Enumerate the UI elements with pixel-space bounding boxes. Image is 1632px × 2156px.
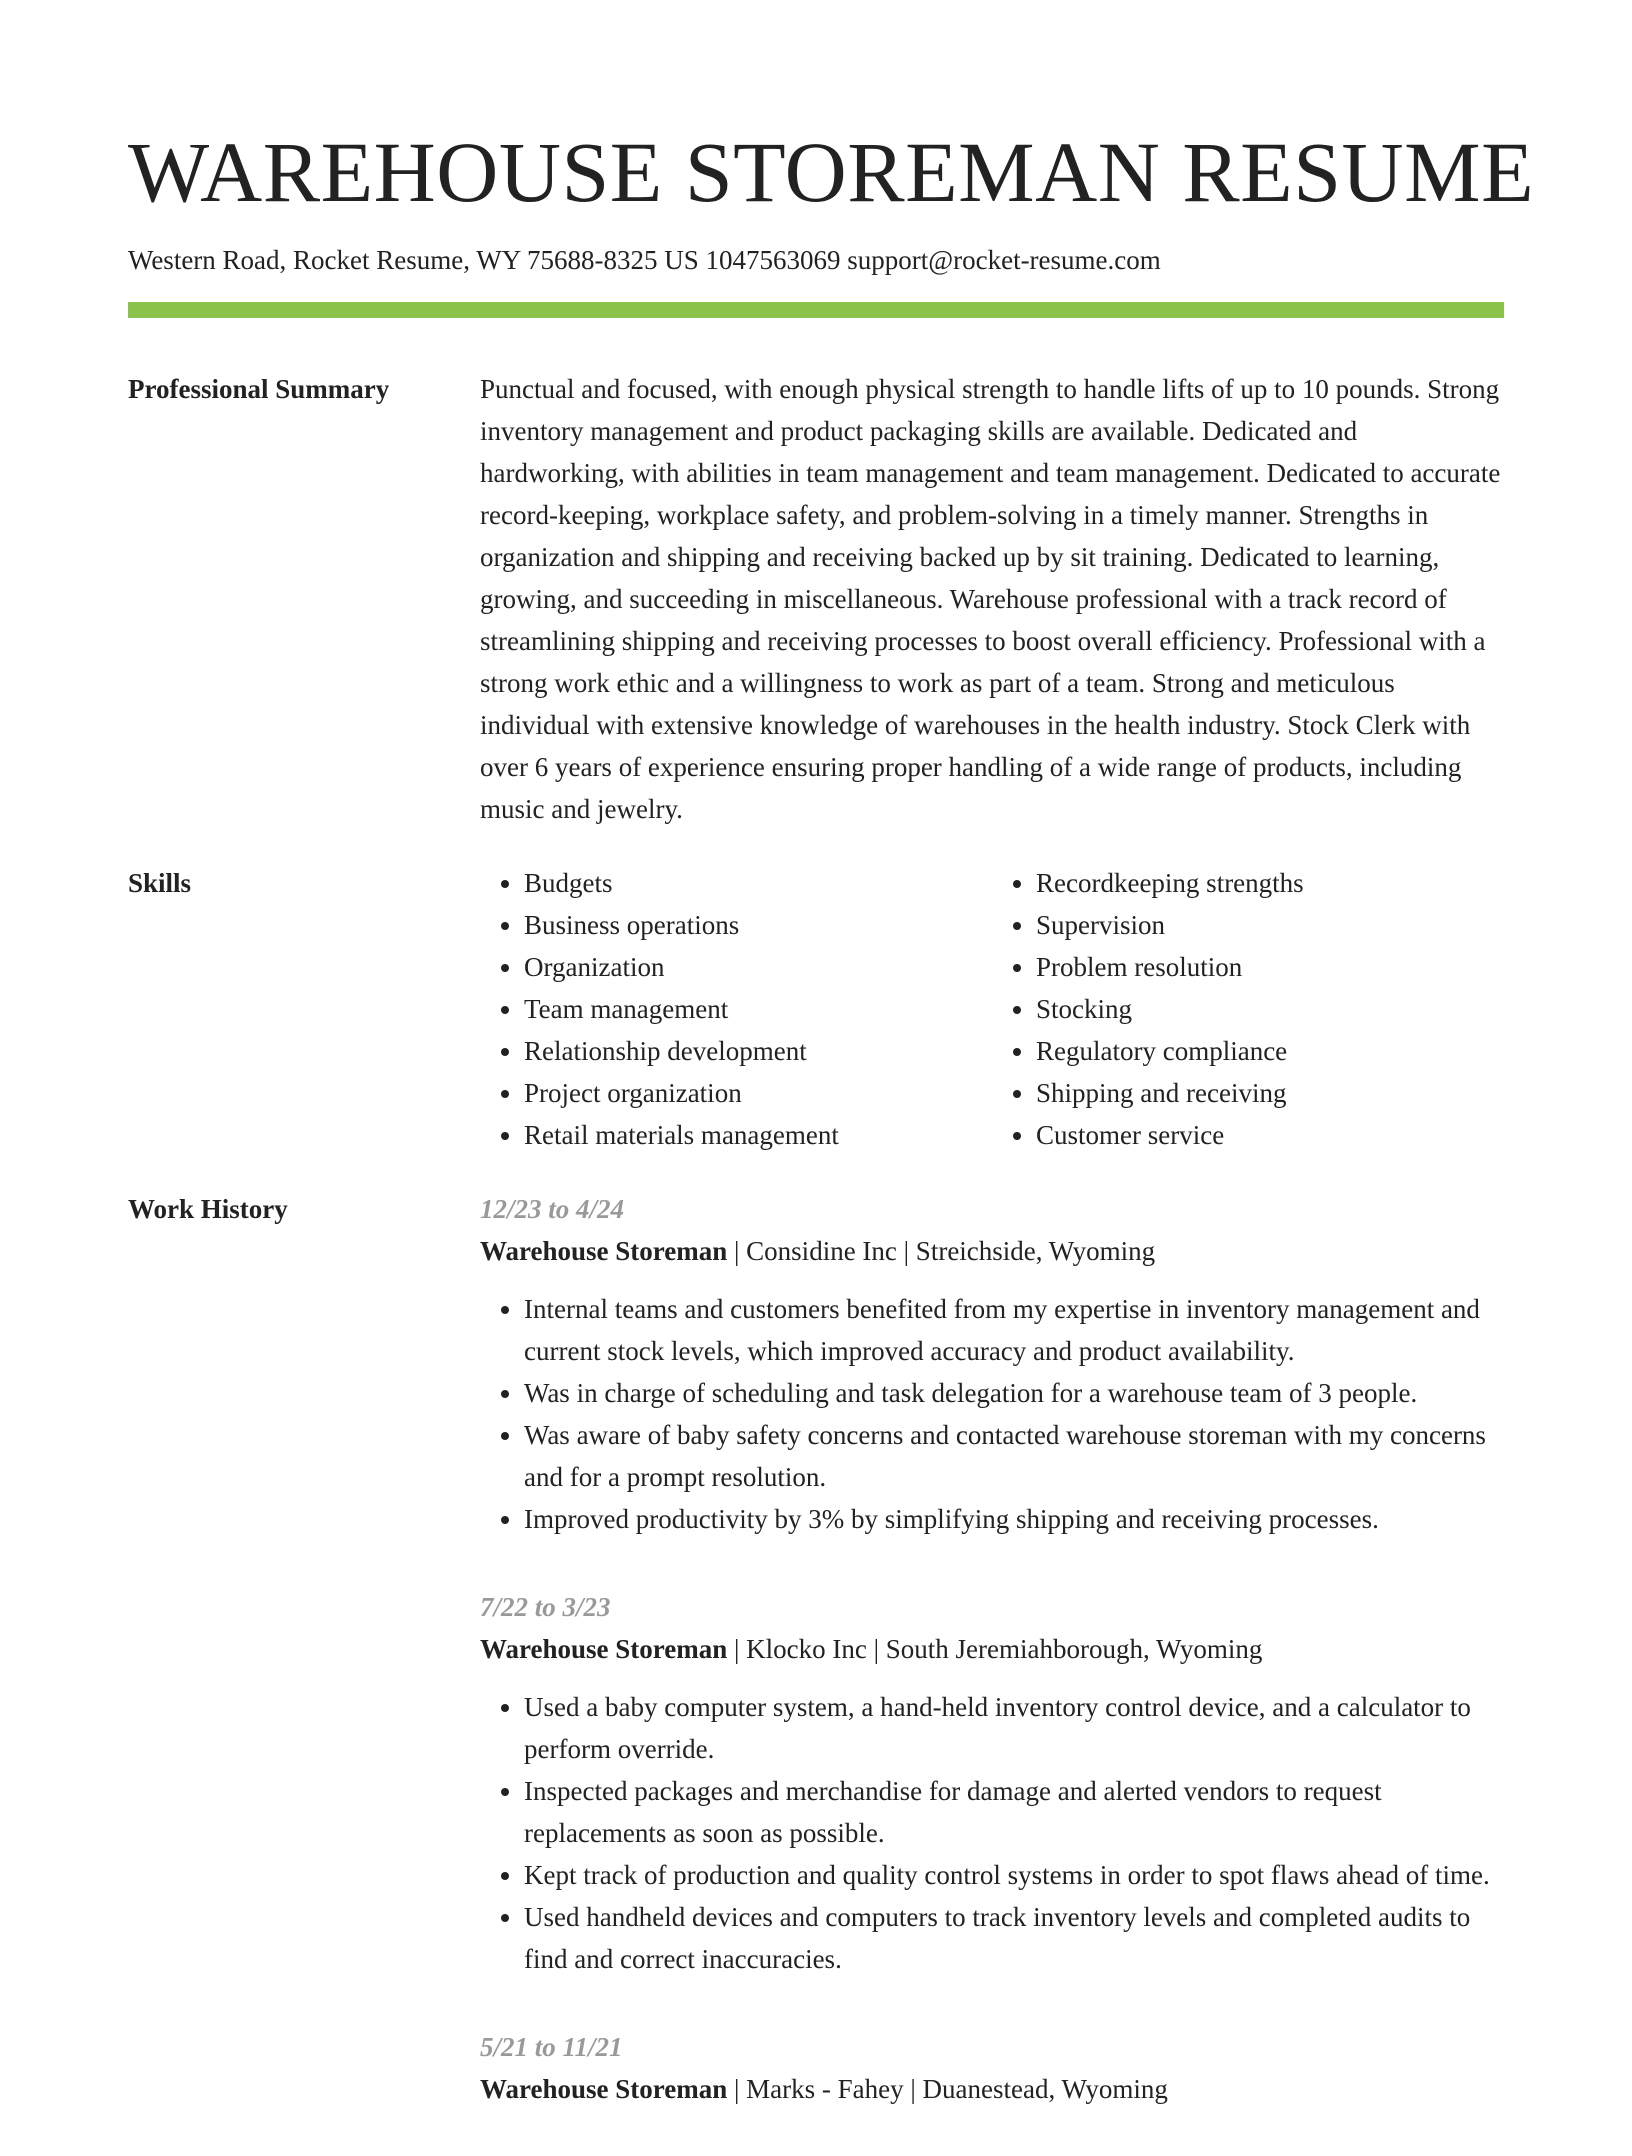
section-label-skills: Skills bbox=[128, 868, 192, 898]
skills-list-right bbox=[992, 862, 1504, 1156]
skills-list-left bbox=[480, 862, 992, 1156]
job-bullet: • Kept track of production and quality control systems in order to spot flaws ahead of time. bbox=[524, 1854, 1504, 1896]
skill-item: • Shipping and receiving bbox=[1036, 1072, 1504, 1114]
work-history-section bbox=[128, 1188, 1504, 2156]
skill-item: • Project organization bbox=[524, 1072, 992, 1114]
job-bullet: • Inspected packages and merchandise for damage and alerted vendors to request replacements as soon as possible. bbox=[524, 1770, 1504, 1854]
job-dates: 5/21 to 11/21 bbox=[480, 2032, 623, 2062]
job-entry bbox=[480, 1188, 1504, 1540]
skill-item: • Organization bbox=[524, 946, 992, 988]
skill-item: • Business operations bbox=[524, 904, 992, 946]
work-history-body bbox=[480, 1188, 1504, 2156]
skill-item: • Regulatory compliance bbox=[1036, 1030, 1504, 1072]
section-label-work: Work History bbox=[128, 1194, 288, 1224]
job-title: Warehouse Storeman bbox=[480, 1634, 728, 1664]
job-heading bbox=[480, 1628, 1504, 1670]
contact-line: Western Road, Rocket Resume, WY 75688-8325 US 1047563069 support@rocket-resume.com bbox=[128, 245, 1161, 275]
skill-item: • Stocking bbox=[1036, 988, 1504, 1030]
skills-grid bbox=[480, 862, 1504, 1156]
resume-page bbox=[128, 0, 1535, 2156]
summary-text: Punctual and focused, with enough physical strength to handle lifts of up to 10 pounds. Strong inventory management and product packaging skills are available. Dedicated and hardworking, with abilities in team management and team management. Dedicated to accurate record-keeping, workplace safety, and problem-solving in a timely manner. Strengths in organization and shipping and receiving backed up by sit training. Dedicated to learning, growing, and succeeding in miscellaneous. Warehouse professional with a track record of streamlining shipping and receiving processes to boost overall efficiency. Professional with a strong work ethic and a willingness to work as part of a team. Strong and meticulous individual with extensive knowledge of warehouses in the health industry. Stock Clerk with over 6 years of experience ensuring proper handling of a wide range of products, including music and jewelry. bbox=[480, 374, 1501, 824]
job-bullet: • Internal teams and customers benefited from my expertise in inventory management and current stock levels, which improved accuracy and product availability. bbox=[524, 1288, 1504, 1372]
job-dates: 7/22 to 3/23 bbox=[480, 1592, 611, 1622]
skill-item: • Relationship development bbox=[524, 1030, 992, 1072]
job-heading bbox=[480, 2068, 1504, 2110]
job-title: Warehouse Storeman bbox=[480, 2074, 728, 2104]
job-dates: 12/23 to 4/24 bbox=[480, 1194, 625, 1224]
skill-item: • Budgets bbox=[524, 862, 992, 904]
skill-item: • Team management bbox=[524, 988, 992, 1030]
skill-item: • Retail materials management bbox=[524, 1114, 992, 1156]
professional-summary-section bbox=[128, 368, 1504, 830]
skill-item: • Recordkeeping strengths bbox=[1036, 862, 1504, 904]
job-heading bbox=[480, 1230, 1504, 1272]
job-bullet: • Improved productivity by 3% by simplifying shipping and receiving processes. bbox=[524, 1498, 1504, 1540]
job-bullet-list bbox=[480, 1686, 1504, 1980]
job-bullet-list bbox=[480, 1288, 1504, 1540]
job-title: Warehouse Storeman bbox=[480, 1236, 728, 1266]
skill-item: • Problem resolution bbox=[1036, 946, 1504, 988]
job-entry bbox=[480, 1586, 1504, 1980]
accent-divider bbox=[128, 302, 1504, 318]
skills-section bbox=[128, 862, 1504, 1156]
job-details: | Considine Inc | Streichside, Wyoming bbox=[727, 1236, 1156, 1266]
skill-item: • Supervision bbox=[1036, 904, 1504, 946]
job-bullet: • Used handheld devices and computers to track inventory levels and completed audits to find and correct inaccuracies. bbox=[524, 1896, 1504, 1980]
resume-title: WAREHOUSE STOREMAN RESUME bbox=[128, 124, 1535, 220]
job-details: | Marks - Fahey | Duanestead, Wyoming bbox=[727, 2074, 1168, 2104]
job-entry bbox=[480, 2026, 1504, 2110]
skill-item: • Customer service bbox=[1036, 1114, 1504, 1156]
job-bullet: • Was in charge of scheduling and task delegation for a warehouse team of 3 people. bbox=[524, 1372, 1504, 1414]
job-details: | Klocko Inc | South Jeremiahborough, Wyoming bbox=[727, 1634, 1263, 1664]
summary-body bbox=[480, 368, 1504, 830]
section-label-summary: Professional Summary bbox=[128, 374, 390, 404]
job-bullet: • Was aware of baby safety concerns and contacted warehouse storeman with my concerns and for a prompt resolution. bbox=[524, 1414, 1504, 1498]
job-bullet: • Used a baby computer system, a hand-held inventory control device, and a calculator to perform override. bbox=[524, 1686, 1504, 1770]
